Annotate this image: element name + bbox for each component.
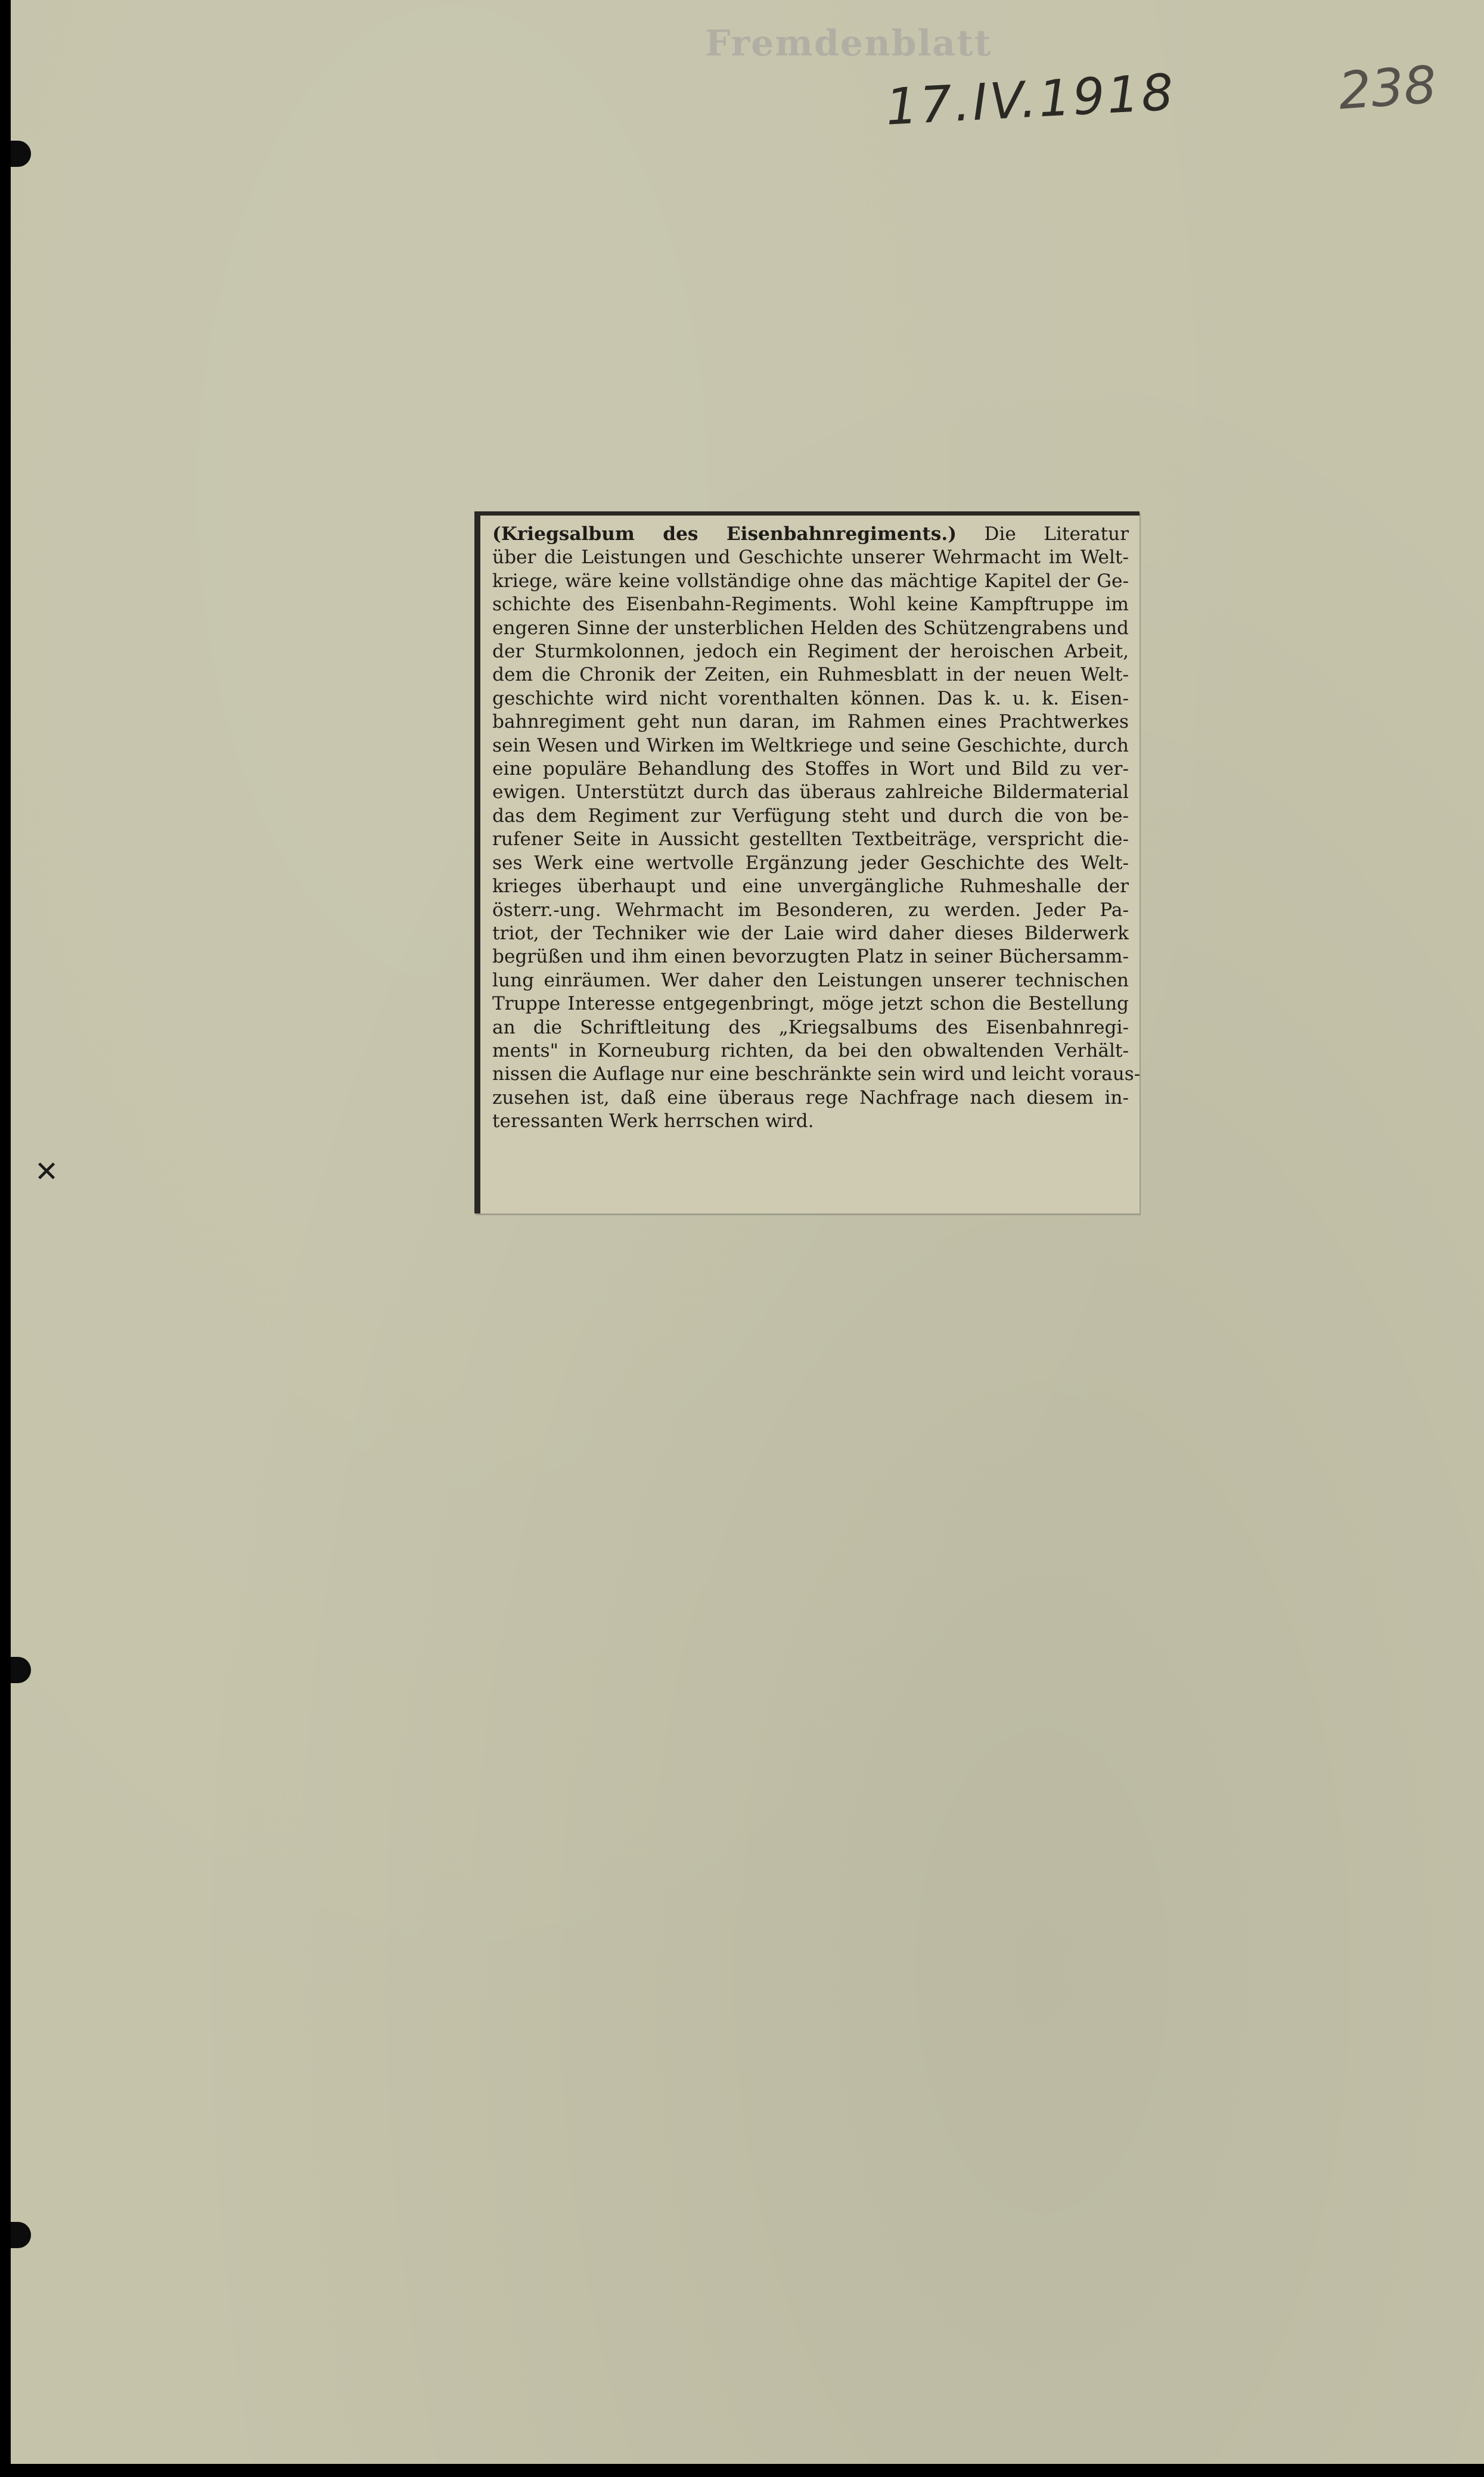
clipping-text: [492, 523, 1141, 1134]
clipping-line: geschichte wird nicht vorenthalten können. Das k. u. k. Eisen-: [492, 687, 1129, 709]
clipping-line: engeren Sinne der unsterblichen Helden des Schützengrabens und: [492, 617, 1129, 639]
clipping-line: eine populäre Behandlung des Stoffes in Wort und Bild zu ver-: [492, 758, 1129, 780]
clipping-line: österr.-ung. Wehrmacht im Besonderen, zu werden. Jeder Pa-: [492, 899, 1129, 921]
clipping-line: dem die Chronik der Zeiten, ein Ruhmesblatt in der neuen Welt-: [492, 664, 1129, 686]
margin-mark: ✕: [35, 1155, 59, 1188]
clipping-line: rufener Seite in Aussicht gestellten Textbeiträge, verspricht die-: [492, 828, 1129, 851]
clipping-line: begrüßen und ihm einen bevorzugten Platz in seiner Büchersamm-: [492, 946, 1129, 968]
clipping-line: ewigen. Unterstützt durch das überaus zahlreiche Bildermaterial: [492, 781, 1129, 803]
clipping-line: krieges überhaupt und eine unvergängliche Ruhmeshalle der: [492, 876, 1129, 898]
punch-hole: [11, 141, 31, 167]
newspaper-clipping: [474, 511, 1140, 1213]
clipping-line: triot, der Techniker wie der Laie wird daher dieses Bilderwerk: [492, 922, 1129, 944]
folio-number: 238: [1336, 55, 1439, 122]
clipping-lead-title: (Kriegsalbum des Eisenbahnregiments.): [492, 523, 957, 545]
clipping-line: teressanten Werk herrschen wird.: [492, 1110, 814, 1132]
punch-hole: [11, 2222, 31, 2248]
clipping-line: lung einräumen. Wer daher den Leistungen unserer technischen: [492, 969, 1129, 991]
newspaper-stamp: Fremdenblatt: [705, 23, 992, 64]
clipping-line: Truppe Interesse entgegenbringt, möge jetzt schon die Bestellung: [492, 993, 1129, 1015]
clipping-line: (Kriegsalbum des Eisenbahnregiments.) Die Literatur: [492, 523, 1129, 545]
clipping-line: bahnregiment geht nun daran, im Rahmen eines Prachtwerkes: [492, 711, 1129, 733]
clipping-line: an die Schriftleitung des „Kriegsalbums des Eisenbahnregi-: [492, 1016, 1129, 1038]
clipping-line: schichte des Eisenbahn-Regiments. Wohl keine Kampftruppe im: [492, 594, 1129, 616]
clipping-line: kriege, wäre keine vollständige ohne das mächtige Kapitel der Ge-: [492, 570, 1129, 592]
clipping-line: das dem Regiment zur Verfügung steht und durch die von be-: [492, 805, 1129, 827]
punch-hole: [11, 1657, 31, 1683]
document-page: [11, 0, 1484, 2464]
clipping-line: zusehen ist, daß eine überaus rege Nachfrage nach diesem in-: [492, 1087, 1129, 1109]
clipping-line: sein Wesen und Wirken im Weltkriege und seine Geschichte, durch: [492, 734, 1129, 756]
clipping-line: ses Werk eine wertvolle Ergänzung jeder Geschichte des Welt-: [492, 852, 1129, 874]
clipping-line: ments" in Korneuburg richten, da bei den obwaltenden Verhält-: [492, 1039, 1129, 1061]
handwritten-date: 17.IV.1918: [884, 63, 1177, 136]
clipping-line: über die Leistungen und Geschichte unserer Wehrmacht im Welt-: [492, 547, 1129, 569]
clipping-line: nissen die Auflage nur eine beschränkte sein wird und leicht voraus-: [492, 1063, 1141, 1085]
clipping-line: der Sturmkolonnen, jedoch ein Regiment der heroischen Arbeit,: [492, 641, 1129, 663]
